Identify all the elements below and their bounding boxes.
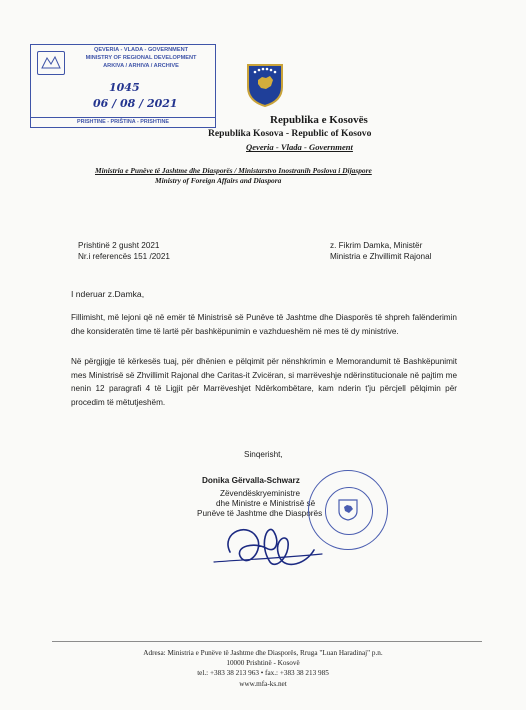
republic-title-sq: Republika e Kosovës [270,114,368,126]
signatory-title-2: dhe Ministre e Ministrisë së [216,499,316,508]
stamp-date: 06 / 08 / 2021 [93,97,178,110]
footer-phone: tel.: +383 38 213 963 • fax.: +383 38 213 985 [197,669,329,677]
stamp-number: 1045 [109,81,140,94]
reference-number: Nr.i referencës 151 /2021 [78,252,170,261]
stamp-line-3: ARKIVA / ARHIVA / ARCHIVE [103,63,179,69]
government-line: Qeveria - Vlada - Government [246,142,353,152]
stamp-line-2: MINISTRY OF REGIONAL DEVELOPMENT [85,55,197,61]
stamp-emblem [37,51,65,75]
footer-website: www.mfa-ks.net [239,680,287,688]
recipient-name: z. Fikrim Damka, Ministër [330,241,423,250]
stamp-place: PRISHTINE - PRIŠTINA - PRISHTINE [31,117,215,127]
archive-stamp [30,44,216,128]
closing: Sinqerisht, [244,450,283,459]
republic-title-sr-en: Republika Kosova - Republic of Kosovo [208,128,372,139]
kosovo-coat-of-arms [246,63,284,107]
letter-date: Prishtinë 2 gusht 2021 [78,241,160,250]
salutation: I nderuar z.Damka, [71,289,145,299]
footer-city: 10000 Prishtinë - Kosovë [226,659,300,667]
signatory-title-3: Punëve të Jashtme dhe Diasporës [197,509,323,518]
handwritten-signature [210,512,330,582]
footer-divider [52,641,482,642]
paragraph-1: Fillimisht, më lejoni që në emër të Ministrisë së Punëve të Jashtme dhe Diasporës të shpreh falënderimin dhe konsideratën time të lartë për bashkëpunimin e vazhdueshëm në mes të dy ministrive. [71,313,457,336]
paragraph-2: Në përgjigje të kërkesës tuaj, për dhënien e pëlqimit për nënshkrimin e Memorandumit të Bashkëpunimit mes Ministrisë së Zhvillimit Rajonal dhe Caritas-it Zvicëran, si marrëveshje ndërinstitucionale në pajtim me nenin 12 paragrafi 4 të Ligjit për Marrëveshjet Ndërkombëtare, kam nderin t'ju përcjell pëlqimin për procedim të mëtutjeshëm. [71,357,457,407]
signatory-title: Zëvendëskryeministre [220,489,301,498]
signatory-name: Donika Gërvalla-Schwarz [202,476,300,485]
recipient-ministry: Ministria e Zhvillimit Rajonal [330,252,432,261]
stamp-line-1: QEVERIA - VLADA - GOVERNMENT [93,47,189,53]
ministry-name-en: Ministry of Foreign Affairs and Diaspora [155,176,282,185]
ministry-name-sq-sr: Ministria e Punëve të Jashtme dhe Diasporës / Ministarstvo Inostranih Poslova i Dijaspore [95,166,372,175]
footer-address: Adresa: Ministria e Punëve të Jashtme dhe Diasporës, Rruga "Luan Haradinaj" p.n. [143,649,383,657]
